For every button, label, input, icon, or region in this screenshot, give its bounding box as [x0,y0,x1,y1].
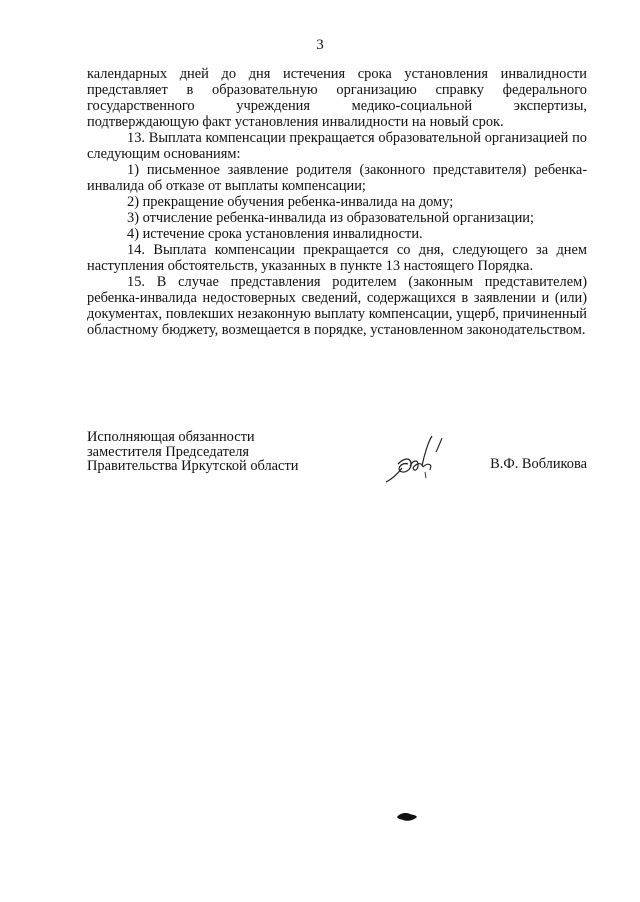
handwritten-signature-icon [380,430,460,486]
paragraph-14: 14. Выплата компенсации прекращается со дня, следующего за днем наступления обстоятельств, указанных в пункте 13 настоящего Порядка. [87,242,587,274]
paragraph-15: 15. В случае представления родителем (законным представителем) ребенка-инвалида недостоверных сведений, содержащихся в заявлении и (или) документах, повлекших незаконную выплату компенсации, ущерб, причиненный областному бюджету, возмещается в порядке, установленном законодательством. [87,274,587,338]
continuation-line: представляет в образовательную организацию справку федерального [87,82,587,98]
list-item-4: 4) истечение срока установления инвалидности. [127,226,423,242]
document-body [87,66,587,338]
signatory-name: В.Ф. Вобликова [490,456,587,472]
list-item-3: 3) отчисление ребенка-инвалида из образовательной организации; [127,210,534,226]
paragraph-13: 13. Выплата компенсации прекращается образовательной организацией по следующим основаниям: [87,130,587,162]
signatory-position [87,430,298,474]
page-number: 3 [316,37,324,53]
signatory-position-line: заместителя Председателя [87,443,250,460]
list-item-1: 1) письменное заявление родителя (законного представителя) ребенка-инвалида об отказе от выплаты компенсации; [87,162,587,194]
signature-block [87,430,587,490]
ink-blot-icon [396,811,418,823]
continuation-line: календарных дней до дня истечения срока установления инвалидности [87,66,587,82]
signatory-position-line: Правительства Иркутской области [87,458,299,474]
signatory-position-line: Исполняющая обязанности [87,429,255,445]
list-item-2: 2) прекращение обучения ребенка-инвалида на дому; [127,194,454,210]
continuation-line: государственного учреждения медико-социальной экспертизы, [87,98,587,114]
continuation-line: подтверждающую факт установления инвалидности на новый срок. [87,114,504,130]
